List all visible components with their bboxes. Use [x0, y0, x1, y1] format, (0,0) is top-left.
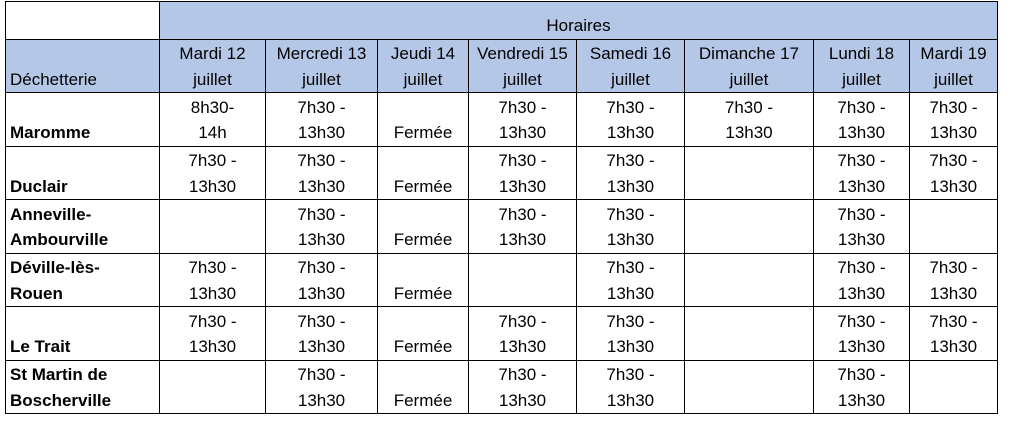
hours-cell	[378, 93, 469, 147]
column-header-day: Mercredi 13 juillet	[266, 40, 378, 93]
hours-line: 13h30	[837, 283, 886, 303]
hours-line: 7h30 -	[929, 151, 978, 170]
hours-line: 14h	[198, 123, 227, 142]
hours-line: 13h30	[297, 390, 346, 410]
hours-cell	[577, 253, 685, 307]
dechetterie-name-line: St Martin de	[10, 365, 108, 384]
hours-cell	[160, 93, 266, 147]
hours-line: 13h30	[606, 337, 655, 356]
hours-cell	[577, 360, 685, 414]
hours-line: 13h30	[498, 123, 547, 142]
hours-cell	[814, 307, 910, 361]
hours-line: 7h30 -	[837, 311, 886, 331]
column-header-day: Lundi 18 juillet	[814, 40, 910, 93]
hours-line	[914, 388, 993, 414]
hours-cell	[266, 307, 378, 361]
hours-line: 7h30 -	[929, 311, 978, 331]
dechetterie-name-line	[10, 148, 155, 174]
hours-line	[164, 362, 261, 388]
table-row	[6, 307, 998, 361]
hours-line	[164, 388, 261, 414]
hours-line: 7h30 -	[297, 258, 346, 277]
table-row	[6, 146, 998, 200]
hours-line: 7h30 -	[498, 97, 547, 117]
hours-cell	[160, 360, 266, 414]
hours-line: Fermée	[393, 230, 453, 249]
hours-cell	[814, 360, 910, 414]
hours-line: Fermée	[393, 123, 453, 142]
hours-line: 13h30	[188, 337, 237, 356]
hours-cell	[910, 200, 998, 254]
hours-line: 13h30	[929, 123, 978, 142]
hours-line	[689, 281, 809, 307]
hours-cell	[469, 146, 577, 200]
hours-cell	[685, 253, 814, 307]
hours-line: 7h30 -	[297, 311, 346, 331]
dechetterie-name-line: Duclair	[10, 176, 68, 196]
hours-line: 7h30 -	[606, 311, 655, 331]
hours-line	[473, 255, 572, 281]
hours-line: 13h30	[498, 230, 547, 249]
hours-line: 7h30 -	[297, 204, 346, 224]
hours-cell	[910, 360, 998, 414]
hours-cell	[814, 93, 910, 147]
dechetterie-name	[6, 93, 160, 147]
hours-line: Fermée	[393, 283, 453, 303]
hours-line: 7h30 -	[606, 97, 655, 117]
hours-line: 13h30	[929, 337, 978, 356]
hours-cell	[469, 360, 577, 414]
hours-line: 13h30	[498, 337, 547, 356]
hours-cell	[814, 200, 910, 254]
group-header-horaires: Horaires	[160, 2, 998, 40]
column-header-day: Jeudi 14 juillet	[378, 40, 469, 93]
dechetterie-name	[6, 200, 160, 254]
hours-line: 13h30	[297, 123, 346, 142]
hours-line: 13h30	[297, 176, 346, 196]
hours-line: 13h30	[837, 230, 886, 249]
hours-cell	[160, 307, 266, 361]
hours-line: 13h30	[837, 390, 886, 410]
hours-line: 7h30 -	[606, 204, 655, 224]
hours-line: 7h30 -	[606, 365, 655, 384]
dechetterie-name-line	[10, 309, 155, 335]
hours-cell	[814, 146, 910, 200]
hours-cell	[910, 253, 998, 307]
hours-line: 13h30	[606, 123, 655, 142]
hours-cell	[160, 146, 266, 200]
hours-line	[689, 174, 809, 200]
dechetterie-name-line: Ambourville	[10, 230, 109, 249]
hours-cell	[910, 146, 998, 200]
hours-line: 7h30 -	[837, 204, 886, 224]
hours-line	[382, 148, 464, 174]
hours-line	[164, 202, 261, 228]
hours-line: 7h30 -	[297, 365, 346, 384]
hours-line	[164, 227, 261, 253]
hours-line: 7h30 -	[837, 151, 886, 170]
hours-line: 7h30 -	[297, 151, 346, 170]
hours-line: 7h30 -	[498, 311, 547, 331]
hours-cell	[685, 200, 814, 254]
hours-line: 7h30 -	[498, 365, 547, 384]
dechetterie-name-line: Anneville-	[10, 204, 92, 224]
hours-line	[689, 309, 809, 335]
table-row	[6, 360, 998, 414]
column-header-dechetterie: Déchetterie	[6, 40, 160, 93]
dechetterie-name-line	[10, 95, 155, 121]
column-header-day: Dimanche 17 juillet	[685, 40, 814, 93]
hours-line: Fermée	[393, 390, 453, 410]
hours-line	[914, 362, 993, 388]
hours-line: 13h30	[606, 390, 655, 410]
dechetterie-name-line: Déville-lès-	[10, 258, 100, 277]
hours-line	[382, 95, 464, 121]
hours-line: 13h30	[837, 337, 886, 356]
hours-cell	[910, 93, 998, 147]
hours-cell	[469, 253, 577, 307]
schedule-table	[5, 1, 998, 414]
table-row	[6, 93, 998, 147]
hours-line: 7h30 -	[498, 151, 547, 170]
dechetterie-name	[6, 360, 160, 414]
table-row	[6, 253, 998, 307]
hours-line: 13h30	[837, 176, 886, 196]
hours-line	[473, 281, 572, 307]
hours-cell	[378, 360, 469, 414]
column-header-day: Samedi 16 juillet	[577, 40, 685, 93]
hours-cell	[685, 93, 814, 147]
hours-cell	[378, 253, 469, 307]
hours-line: 7h30 -	[724, 97, 774, 117]
hours-cell	[577, 146, 685, 200]
hours-cell	[266, 93, 378, 147]
hours-line: 7h30 -	[606, 151, 655, 170]
hours-cell	[378, 200, 469, 254]
hours-line	[689, 202, 809, 228]
dechetterie-name	[6, 146, 160, 200]
hours-cell	[685, 360, 814, 414]
column-header-day: Mardi 12 juillet	[160, 40, 266, 93]
hours-line: 13h30	[297, 337, 346, 356]
hours-cell	[469, 307, 577, 361]
hours-line	[689, 255, 809, 281]
hours-line: 13h30	[725, 123, 773, 142]
hours-line: 13h30	[929, 176, 978, 196]
hours-line: 13h30	[297, 283, 346, 303]
hours-cell	[266, 200, 378, 254]
hours-cell	[685, 307, 814, 361]
hours-line	[382, 362, 464, 388]
hours-line: 7h30 -	[297, 97, 346, 117]
hours-line: 7h30 -	[498, 204, 547, 224]
hours-cell	[266, 253, 378, 307]
hours-line	[689, 362, 809, 388]
hours-cell	[378, 146, 469, 200]
hours-cell	[160, 200, 266, 254]
hours-line: Fermée	[393, 337, 453, 356]
hours-line: 13h30	[188, 176, 237, 196]
hours-cell	[378, 307, 469, 361]
hours-line: 8h30-	[190, 97, 235, 117]
hours-line	[382, 255, 464, 281]
hours-cell	[910, 307, 998, 361]
hours-cell	[160, 253, 266, 307]
hours-line: 7h30 -	[929, 97, 978, 117]
hours-cell	[577, 93, 685, 147]
hours-line: 7h30 -	[606, 258, 655, 277]
hours-line: 7h30 -	[188, 151, 237, 170]
dechetterie-name-line: Boscherville	[10, 390, 112, 410]
hours-cell	[577, 307, 685, 361]
dechetterie-name	[6, 307, 160, 361]
table-row	[6, 200, 998, 254]
hours-line	[382, 202, 464, 228]
hours-line: 13h30	[606, 176, 655, 196]
hours-cell	[469, 200, 577, 254]
hours-line	[689, 388, 809, 414]
dechetterie-name-line: Maromme	[10, 123, 91, 142]
dechetterie-name-line: Le Trait	[10, 337, 71, 356]
hours-cell	[577, 200, 685, 254]
hours-line	[914, 227, 993, 253]
hours-line: 13h30	[929, 283, 978, 303]
hours-line: 13h30	[837, 123, 886, 142]
hours-cell	[469, 93, 577, 147]
corner-cell	[6, 2, 160, 40]
hours-line: 13h30	[606, 283, 655, 303]
hours-line	[382, 309, 464, 335]
hours-line	[689, 148, 809, 174]
hours-line: 13h30	[498, 176, 547, 196]
hours-cell	[685, 146, 814, 200]
hours-line: 13h30	[498, 390, 547, 410]
hours-line	[914, 202, 993, 228]
hours-line: 13h30	[188, 283, 237, 303]
hours-cell	[266, 360, 378, 414]
column-header-day: Vendredi 15 juillet	[469, 40, 577, 93]
hours-line: 7h30 -	[837, 365, 886, 384]
hours-line	[689, 227, 809, 253]
hours-line: Fermée	[393, 176, 453, 196]
hours-line	[689, 334, 809, 360]
hours-line: 7h30 -	[929, 258, 978, 277]
dechetterie-name	[6, 253, 160, 307]
hours-line: 13h30	[606, 230, 655, 249]
hours-cell	[814, 253, 910, 307]
dechetterie-name-line: Rouen	[10, 283, 63, 303]
column-header-day: Mardi 19 juillet	[910, 40, 998, 93]
hours-line: 13h30	[297, 230, 346, 249]
hours-line: 7h30 -	[837, 97, 886, 117]
hours-line: 7h30 -	[188, 258, 237, 277]
hours-line: 7h30 -	[837, 258, 886, 277]
hours-line: 7h30 -	[188, 311, 237, 331]
hours-cell	[266, 146, 378, 200]
